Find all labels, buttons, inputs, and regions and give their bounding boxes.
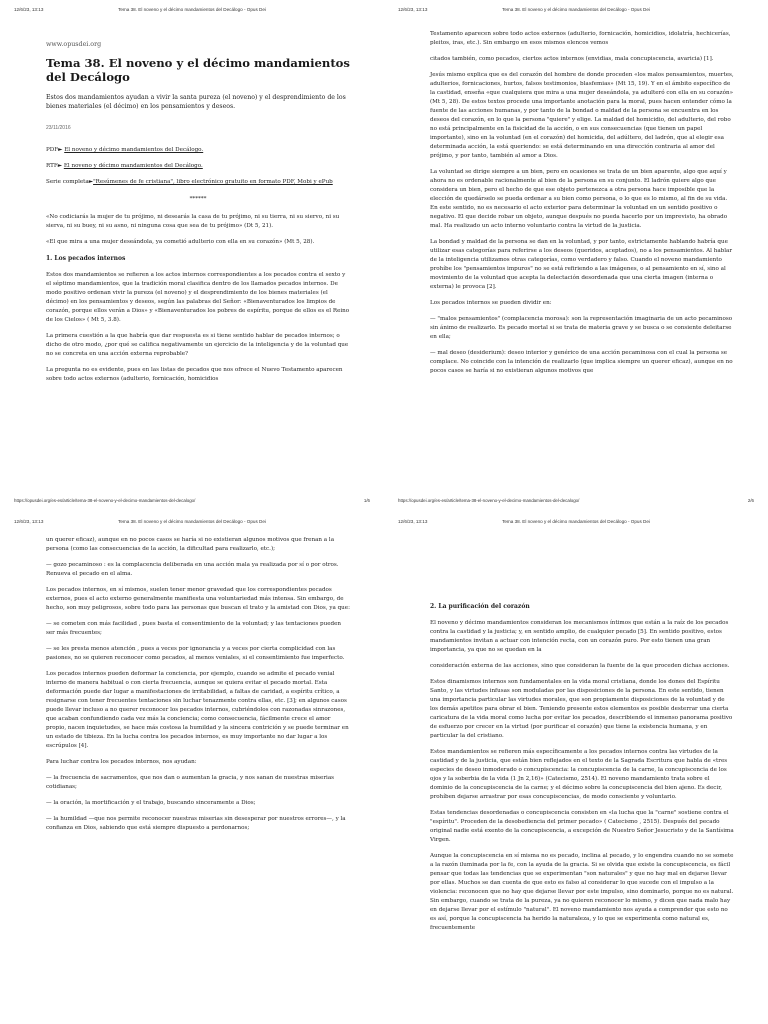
body-paragraph: El noveno y décimo mandamientos consideran los mecanismos íntimos que están a la raíz de los pecados contra la castidad y la justicia; y, en sentido amplio, de cualquier pecado [5]. En sentido positivo, estos mandamientos invitan a actuar con intención recta, con un corazón puro. Por esto tienen una gran importancia, ya que no se quedan en la [430, 620, 729, 653]
section-heading: 2. La purificación del corazón [430, 603, 530, 610]
body-paragraph: — se les presta menos atención , pues a veces por ignorancia y a veces por cierta complicidad con las pasiones, no se quieren reconocer como pecados, al menos veniales, si el consentimiento fue imperfecto. [46, 646, 345, 661]
separator-stars: ****** [189, 195, 207, 202]
print-date: 12/6/23, 13:13 [398, 7, 428, 12]
print-header [398, 519, 754, 527]
quote-paragraph: «El que mira a una mujer deseándola, ya cometió adulterio con ella en su corazón» (Mt 5, 28). [46, 238, 315, 245]
body-paragraph: Los pecados internos se pueden dividir en: [430, 300, 552, 306]
serie-label: Serie completa► [46, 178, 94, 185]
body-paragraph: — la humildad —que nos permite reconocer nuestras miserias sin desesperar por nuestros errores—, y la confianza en Dios, sabiendo que está siempre dispuesto a perdonarnos; [46, 816, 346, 831]
body-paragraph: — se cometen con más facilidad , pues basta el consentimiento de la voluntad; y las tentaciones pueden ser más frecuentes; [46, 621, 341, 636]
pdf-label: PDF► [46, 146, 65, 153]
page-content [46, 40, 350, 492]
body-paragraph: consideración externa de las acciones, sino que consideran la fuente de la que proceden dichas acciones. [430, 663, 730, 669]
print-title: Tema 38. El noveno y el décimo mandamientos del Decálogo - Opus Dei [118, 519, 266, 524]
body-paragraph: Testamento aparecen sobre todo actos externos (adulterio, fornicación, homicidios, idolatría, hechicerías, pleitos, iras, etc.). Sin embargo en esos mismos elencos vemos [430, 31, 731, 46]
page-content [46, 537, 350, 1004]
body-paragraph: Jesús mismo explica que es del corazón del hombre de donde proceden «los malos pensamientos, muertes, adulterios, fornicaciones, hurtos, falsos testimonios, blasfemias» (Mt 15, 19). Y en el ámbito específico de la castidad, enseña «que cualquiera que mira a una mujer deseándola, ya adulteró con ella en su corazón» (Mt 5, 28). De estos textos procede una importante anotación para la moral, pues hacen entender cómo la fuente de las acciones humanas, y por tanto de la bondad o maldad de la persona se encuentra en los deseos del corazón, en lo que la persona "quiere" y elige. La maldad del homicidio, del adulterio, del robo no está principalmente en la fisicidad de la acción, o en sus consecuencias (que tienen un papel importante), sino en la voluntad (en el corazón) del homicida, del adúltero, del ladrón, que al elegir esa determinada acción, la está queriendo: se está determinando en una dirección contraria al amor del prójimo, y por tanto, también al amor a Dios. [430, 72, 734, 159]
serie-line [46, 178, 350, 187]
pdf-link[interactable]: El noveno y décimo mandamientos del Decálogo. [64, 146, 204, 153]
body-paragraph: Estos dinamismos internos son fundamentales en la vida moral cristiana, donde los dones del Espíritu Santo, y las virtudes infusas son moduladas por las disposiciones de la persona. En este sentido, tienen una importancia particular las virtudes morales, que son propiamente disposiciones de la voluntad y de los demás apetitos para obrar el bien. Teniendo presente estos elementos es posible desterrar una cierta caricatura de la vida moral como lucha por evitar los pecados, describiendo el inmenso panorama positivo de esfuerzo por crecer en la virtud (por purificar el corazón) que tiene la existencia humana, y en particular la del cristiano. [430, 679, 733, 739]
body-paragraph: La voluntad se dirige siempre a un bien, pero en ocasiones se trata de un bien aparente, algo que aquí y ahora no es ordenable racionalmente al bien de la persona en su conjunto. El ladrón quiere algo que considera un bien, pero el hecho de que ese objeto pertenezca a otra persona hace imposible que la elección de quedárselo se pueda ordenar a su bien como persona, o lo que es lo mismo, al fin de su vida. En este sentido, no es necesario el acto exterior para determinar la voluntad en un sentido positivo o negativo. El que decide robar un objeto, aunque después no pueda hacerlo por un imprevisto, ha obrado mal. Ha realizado un acto interno voluntario contra la virtud de la justicia. [430, 169, 728, 229]
body-paragraph: — "malos pensamientos" (complacencia morosa): son la representación imaginaria de un acto pecaminoso sin ánimo de realizarlo. Es pecado mortal si se trata de materia grave y se busca o se consiente deleitarse en ella; [430, 316, 733, 340]
article-date: 23/11/2016 [46, 124, 71, 131]
document-page-1 [0, 0, 384, 512]
print-footer [14, 498, 370, 506]
article-lead: Estos dos mandamientos ayudan a vivir la santa pureza (el noveno) y el desprendimiento de los bienes materiales (el décimo) en los pensamientos y deseos. [46, 94, 346, 111]
section-heading: 1. Los pecados internos [46, 254, 126, 262]
print-title: Tema 38. El noveno y el décimo mandamientos del Decálogo - Opus Dei [502, 7, 650, 12]
print-date: 12/6/23, 13:13 [14, 7, 44, 12]
pdf-download-line [46, 146, 350, 155]
document-page-2 [384, 0, 768, 512]
body-paragraph: — la frecuencia de sacramentos, que nos dan o aumentan la gracia, y nos sanan de nuestras miserias cotidianas; [46, 775, 335, 790]
document-page-4 [384, 512, 768, 1024]
print-date: 12/6/23, 13:13 [398, 519, 428, 524]
rtf-download-line [46, 162, 350, 171]
rtf-link[interactable]: El noveno y décimo mandamientos del Decálogo. [63, 162, 203, 169]
body-paragraph: citados también, como pecados, ciertos actos internos (envidias, mala concupiscencia, avaricia) [1]. [430, 56, 714, 62]
print-title: Tema 38. El noveno y el décimo mandamientos del Decálogo - Opus Dei [502, 519, 650, 524]
print-title: Tema 38. El noveno y el décimo mandamientos del Decálogo - Opus Dei [118, 7, 266, 12]
body-paragraph: Estas tendencias desordenadas o concupiscencia consisten en «la lucha que la "carne" sostiene contra el "espíritu". Proceden de la desobediencia del primer pecado» ( Catecismo , 2515). Después del pecado original nadie está exento de la concupiscencia, a excepción de Nuestro Señor Jesucristo y de la Santísima Virgen. [430, 810, 734, 843]
site-url[interactable]: www.opusdei.org [46, 41, 102, 48]
page-content [430, 31, 734, 492]
body-paragraph: La pregunta no es evidente, pues en las listas de pecados que nos ofrece el Nuevo Testamento aparecen sobre todo actos externos (adulterio, fornicación, homicidios [46, 366, 343, 382]
body-paragraph: un querer eficaz), aunque en no pocos casos se haría si no existieran algunos motivos que frenan a la persona (como las consecuencias de la acción, la dificultad para realizarlo, etc.); [46, 537, 335, 552]
rtf-label: RTF► [46, 162, 64, 169]
body-paragraph: La bondad y maldad de la persona se dan en la voluntad, y por tanto, estrictamente hablando habría que utilizar esas categorías para referirse a los deseos (queridos, aceptados), no a los pensamientos. Al hablar de la inteligencia utilizamos otras categorías, como verdadero y falso. Cuando el noveno mandamiento prohíbe los "pensamientos impuros" no se está refiriendo a las imágenes, o al pensamiento en sí, sino al movimiento de la voluntad que acepta la delectación desordenada que una cierta imagen (interna o externa) le provoca [2]. [430, 239, 733, 290]
body-paragraph: — gozo pecaminoso : es la complacencia deliberada en una acción mala ya realizada por sí o por otros. Renueva el pecado en el alma. [46, 562, 339, 577]
body-paragraph: Los pecados internos pueden deformar la conciencia, por ejemplo, cuando se admite el pecado venial interno de manera habitual o con cierta frecuencia, aunque se quiera evitar el pecado mortal. Esta deformación puede dar lugar a manifestaciones de irritabilidad, a faltas de caridad, a espíritu crítico, a resignarse con tener frecuentes tentaciones sin luchar tenazmente contra ellas, etc. [3]; en algunos casos puede llevar incluso a no querer reconocer los pecados internos, cubriéndolos con razonadas sinrazones, que acaban confundiendo cada vez más la conciencia; como consecuencia, fácilmente crece el amor propio, nacen inquietudes, se hace más costosa la humildad y la sincera contrición y se puede terminar en un estado de tibieza. En la lucha contra los pecados internos, es muy importante no dar lugar a los escrúpulos [4]. [46, 671, 349, 749]
print-url: https://opusdei.org/es-es/article/tema-38-el-noveno-y-el-decimo-mandamientos-del-decalogo/ [14, 498, 196, 503]
print-date: 12/6/23, 13:13 [14, 519, 44, 524]
body-paragraph: Estos mandamientos se refieren más específicamente a los pecados internos contra las virtudes de la castidad y de la justicia, que están bien reflejados en el texto de la Sagrada Escritura que habla de «tres especies de deseo inmoderado o concupiscencia: la concupiscencia de la carne, la concupiscencia de los ojos y la soberbia de la vida (1 Jn 2,16)» (Catecismo, 2514). El noveno mandamiento trata sobre el dominio de la concupiscencia de la carne; y el décimo sobre la concupiscencia del bien ajeno. Es decir, prohíben dejarse arrastrar por esas concupiscencias, de modo consciente y voluntario. [430, 749, 728, 800]
body-paragraph: Los pecados internos, en sí mismos, suelen tener menor gravedad que los correspondientes pecados externos, pues el acto externo generalmente manifiesta una voluntariedad más intensa. Sin embargo, de hecho, son muy peligrosos, sobre todo para las personas que buscan el trato y la amistad con Dios, ya que: [46, 587, 350, 611]
body-paragraph: — la oración, la mortificación y el trabajo, buscando sinceramente a Dios; [46, 800, 256, 806]
page-content [430, 602, 734, 1004]
quote-paragraph: «No codiciarás la mujer de tu prójimo, ni desearás la casa de tu prójimo, ni su tierra, ni su siervo, ni su sierva, ni su buey, ni su asno, ni ninguna cosa que sea de tu prójimo» (Dt 5, 21). [46, 213, 340, 229]
print-header [398, 7, 754, 15]
print-header [14, 7, 370, 15]
article-title: Tema 38. El noveno y el décimo mandamientos del Decálogo [46, 56, 350, 84]
body-paragraph: Estos dos mandamientos se refieren a los actos internos correspondientes a los pecados contra el sexto y el séptimo mandamientos, que la tradición moral clasifica dentro de los llamados pecados internos. De modo positivo ordenan vivir la pureza (el noveno) y el desprendimiento de los bienes materiales (el décimo) en los pensamientos y deseos, según las palabras del Señor: «Bienaventurados los limpios de corazón, porque ellos verán a Dios» y «Bienaventurados los pobres de espíritu, porque de ellos es el Reino de los Cielos» ( Mt 5, 3.8). [46, 271, 350, 323]
body-paragraph: Para luchar contra los pecados internos, nos ayudan: [46, 759, 197, 765]
page-number: 1/6 [363, 498, 370, 503]
document-page-3 [0, 512, 384, 1024]
body-paragraph: Aunque la concupiscencia en sí misma no es pecado, inclina al pecado, y lo engendra cuando no se somete a la razón iluminada por la fe, con la ayuda de la gracia. Si se olvida que existe la concupiscencia, es fácil pensar que todas las tendencias que se experimentan "son naturales" y que no hay mal en dejarse llevar por ellas. Muchos se dan cuenta de que esto es falso al considerar lo que sucede con el impulso a la violencia: reconocen que no hay que dejarse llevar por este impulso, sino dominarlo, porque no es natural. Sin embargo, cuando se trata de la pureza, ya no quieren reconocer lo mismo, y dicen que nada malo hay en dejarse llevar por el estímulo "natural". El noveno mandamiento nos ayuda a comprender que esto no es así, porque la concupiscencia ha herido la naturaleza, y lo que se experimenta como natural es, frecuentemente [430, 853, 734, 931]
print-url: https://opusdei.org/es-es/article/tema-38-el-noveno-y-el-decimo-mandamientos-del-decalogo/ [398, 498, 580, 503]
body-paragraph: — mal deseo (desiderium): deseo interior y genérico de una acción pecaminosa con el cual la persona se complace. No coincide con la intención de realizarlo (que implica siempre un querer eficaz), aunque en no pocos casos se haría si no existieran algunos motivos que [430, 350, 733, 374]
print-header [14, 519, 370, 527]
serie-link[interactable]: "Resúmenes de fe cristiana", libro electrónico gratuito en formato PDF, Mobi y ePub [93, 178, 333, 185]
body-paragraph: La primera cuestión a la que habría que dar respuesta es si tiene sentido hablar de pecados internos; o dicho de otro modo, ¿por qué se califica negativamente un ejercicio de la inteligencia y de la voluntad que no se concreta en una acción externa reprobable? [46, 332, 349, 357]
print-footer [398, 498, 754, 506]
page-number: 2/6 [747, 498, 754, 503]
